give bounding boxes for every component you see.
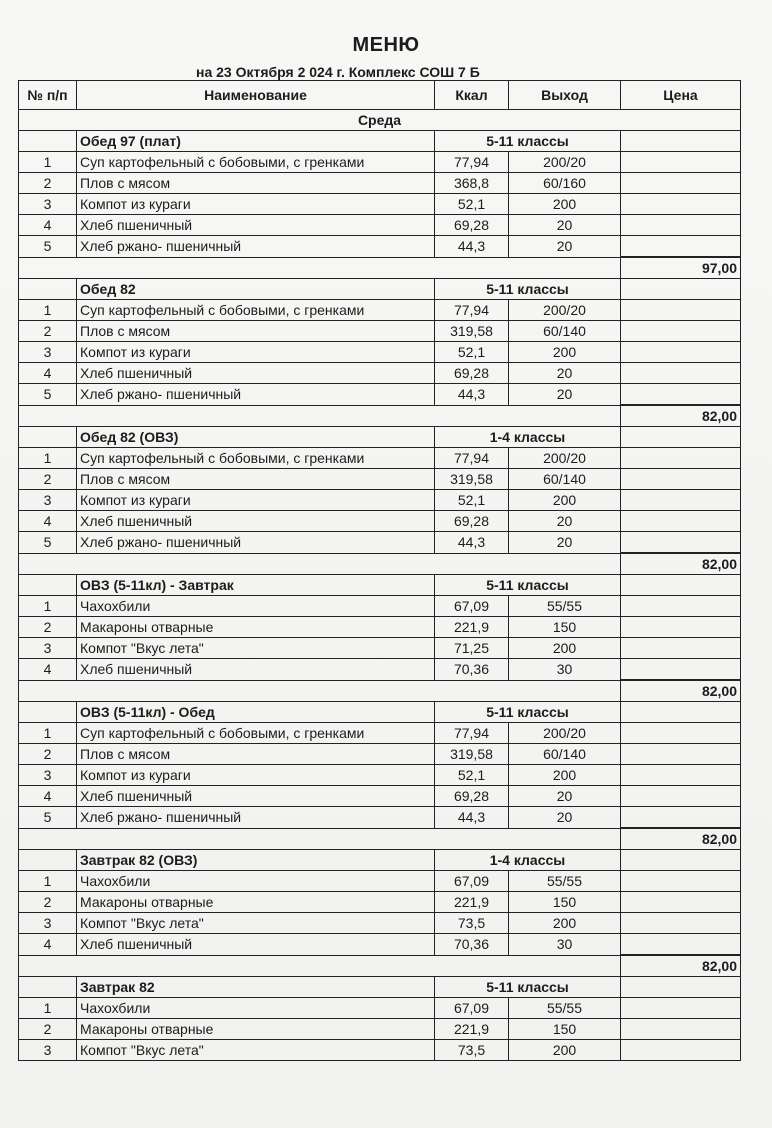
item-num: 5 [19,532,77,554]
item-name: Компот из кураги [77,490,435,511]
total-blank-cell [19,680,621,702]
table-row [19,321,741,342]
item-output: 20 [509,363,621,384]
section-price-cell [621,279,741,300]
item-kcal: 69,28 [435,511,509,532]
item-kcal: 77,94 [435,723,509,744]
item-price [621,998,741,1019]
table-row [19,363,741,384]
section-name: Завтрак 82 (ОВЗ) [77,850,435,871]
item-num: 2 [19,1019,77,1040]
item-kcal: 73,5 [435,913,509,934]
section-header-row [19,977,741,998]
table-row [19,236,741,258]
item-output: 200 [509,490,621,511]
item-name: Компот "Вкус лета" [77,638,435,659]
item-price [621,448,741,469]
page-title: МЕНЮ [352,34,420,56]
section-total-price: 97,00 [621,257,741,279]
item-num: 1 [19,152,77,173]
section-total-row [19,405,741,427]
table-row [19,744,741,765]
item-num: 3 [19,194,77,215]
item-price [621,152,741,173]
total-blank-cell [19,553,621,575]
item-kcal: 52,1 [435,490,509,511]
item-num: 3 [19,490,77,511]
item-name: Макароны отварные [77,892,435,913]
item-num: 3 [19,1040,77,1061]
item-name: Компот "Вкус лета" [77,1040,435,1061]
header-output: Выход [509,81,621,110]
section-num-cell [19,702,77,723]
item-num: 1 [19,871,77,892]
item-name: Плов с мясом [77,744,435,765]
item-output: 200 [509,194,621,215]
table-row [19,807,741,829]
item-name: Плов с мясом [77,173,435,194]
item-price [621,384,741,406]
section-header-row [19,850,741,871]
table-row [19,723,741,744]
item-output: 20 [509,215,621,236]
section-num-cell [19,427,77,448]
item-price [621,321,741,342]
section-total-row [19,553,741,575]
total-blank-cell [19,955,621,977]
table-row [19,448,741,469]
item-output: 150 [509,892,621,913]
item-output: 200 [509,1040,621,1061]
item-kcal: 77,94 [435,300,509,321]
table-row [19,532,741,554]
item-output: 60/140 [509,744,621,765]
item-price [621,596,741,617]
item-price [621,892,741,913]
item-price [621,934,741,956]
item-kcal: 52,1 [435,194,509,215]
item-kcal: 44,3 [435,807,509,829]
item-num: 4 [19,215,77,236]
section-name: Обед 97 (плат) [77,131,435,152]
section-total-price: 82,00 [621,405,741,427]
section-price-cell [621,977,741,998]
section-classes: 5-11 классы [435,977,621,998]
table-header-row [19,81,741,110]
table-row [19,913,741,934]
item-num: 4 [19,363,77,384]
item-output: 200 [509,638,621,659]
item-name: Компот из кураги [77,194,435,215]
item-output: 20 [509,236,621,258]
item-name: Хлеб ржано- пшеничный [77,807,435,829]
table-row [19,998,741,1019]
table-row [19,934,741,956]
table-row [19,1019,741,1040]
item-kcal: 69,28 [435,215,509,236]
item-kcal: 77,94 [435,448,509,469]
item-output: 200 [509,765,621,786]
item-kcal: 70,36 [435,934,509,956]
item-output: 60/140 [509,321,621,342]
item-num: 2 [19,617,77,638]
section-price-cell [621,850,741,871]
item-output: 200/20 [509,152,621,173]
section-header-row [19,131,741,152]
section-num-cell [19,575,77,596]
item-kcal: 77,94 [435,152,509,173]
section-num-cell [19,131,77,152]
table-row [19,596,741,617]
item-num: 2 [19,321,77,342]
section-num-cell [19,279,77,300]
item-num: 1 [19,596,77,617]
section-header-row [19,427,741,448]
item-kcal: 221,9 [435,892,509,913]
item-num: 5 [19,807,77,829]
total-blank-cell [19,257,621,279]
total-blank-cell [19,405,621,427]
item-output: 55/55 [509,596,621,617]
item-price [621,363,741,384]
table-row [19,638,741,659]
item-output: 200/20 [509,300,621,321]
item-output: 60/160 [509,173,621,194]
item-price [621,744,741,765]
section-name: Обед 82 (ОВЗ) [77,427,435,448]
item-kcal: 319,58 [435,321,509,342]
item-price [621,786,741,807]
table-row [19,871,741,892]
table-row [19,617,741,638]
section-classes: 5-11 классы [435,702,621,723]
item-num: 1 [19,998,77,1019]
item-price [621,1040,741,1061]
section-classes: 1-4 классы [435,427,621,448]
menu-date-subtitle: на 23 Октября 2 024 г. Комплекс СОШ 7 Б [196,64,480,80]
item-kcal: 44,3 [435,236,509,258]
item-name: Чахохбили [77,596,435,617]
item-output: 30 [509,659,621,681]
item-kcal: 67,09 [435,596,509,617]
table-row [19,469,741,490]
item-name: Хлеб пшеничный [77,934,435,956]
section-num-cell [19,850,77,871]
table-row [19,342,741,363]
item-price [621,342,741,363]
item-kcal: 69,28 [435,363,509,384]
table-row [19,765,741,786]
item-output: 55/55 [509,998,621,1019]
menu-body [19,131,741,1061]
item-num: 5 [19,236,77,258]
item-kcal: 70,36 [435,659,509,681]
item-kcal: 52,1 [435,342,509,363]
header-name: Наименование [77,81,435,110]
item-price [621,300,741,321]
section-classes: 5-11 классы [435,279,621,300]
section-total-row [19,955,741,977]
day-label: Среда [19,110,741,131]
item-name: Макароны отварные [77,617,435,638]
section-total-row [19,680,741,702]
item-num: 3 [19,765,77,786]
item-name: Плов с мясом [77,321,435,342]
section-total-price: 82,00 [621,553,741,575]
item-num: 4 [19,511,77,532]
item-kcal: 71,25 [435,638,509,659]
item-name: Чахохбили [77,998,435,1019]
section-price-cell [621,131,741,152]
table-row [19,384,741,406]
item-kcal: 73,5 [435,1040,509,1061]
item-price [621,490,741,511]
item-num: 3 [19,342,77,363]
item-kcal: 319,58 [435,469,509,490]
section-total-price: 82,00 [621,955,741,977]
item-output: 200 [509,342,621,363]
header-num: № п/п [19,81,77,110]
item-num: 2 [19,469,77,490]
item-name: Хлеб пшеничный [77,363,435,384]
item-name: Хлеб пшеничный [77,511,435,532]
section-total-price: 82,00 [621,680,741,702]
section-name: Обед 82 [77,279,435,300]
item-output: 200/20 [509,723,621,744]
item-num: 1 [19,723,77,744]
item-kcal: 221,9 [435,617,509,638]
section-price-cell [621,427,741,448]
item-name: Макароны отварные [77,1019,435,1040]
item-output: 20 [509,511,621,532]
total-blank-cell [19,828,621,850]
item-name: Хлеб пшеничный [77,215,435,236]
item-num: 3 [19,913,77,934]
item-name: Хлеб ржано- пшеничный [77,532,435,554]
item-output: 150 [509,617,621,638]
section-header-row [19,279,741,300]
section-price-cell [621,575,741,596]
section-name: ОВЗ (5-11кл) - Обед [77,702,435,723]
section-name: ОВЗ (5-11кл) - Завтрак [77,575,435,596]
item-output: 30 [509,934,621,956]
header-price: Цена [621,81,741,110]
section-classes: 1-4 классы [435,850,621,871]
section-total-row [19,828,741,850]
item-output: 55/55 [509,871,621,892]
table-row [19,1040,741,1061]
item-num: 4 [19,659,77,681]
item-name: Хлеб ржано- пшеничный [77,384,435,406]
day-row [19,110,741,131]
item-output: 150 [509,1019,621,1040]
item-num: 4 [19,934,77,956]
item-name: Хлеб ржано- пшеничный [77,236,435,258]
item-name: Компот из кураги [77,342,435,363]
item-price [621,173,741,194]
table-row [19,786,741,807]
item-kcal: 44,3 [435,532,509,554]
item-name: Чахохбили [77,871,435,892]
item-kcal: 52,1 [435,765,509,786]
item-kcal: 368,8 [435,173,509,194]
item-num: 2 [19,744,77,765]
item-name: Суп картофельный с бобовыми, с гренками [77,300,435,321]
item-price [621,765,741,786]
item-output: 20 [509,384,621,406]
item-name: Хлеб пшеничный [77,659,435,681]
item-price [621,1019,741,1040]
item-price [621,532,741,554]
item-name: Суп картофельный с бобовыми, с гренками [77,448,435,469]
section-header-row [19,702,741,723]
item-name: Компот из кураги [77,765,435,786]
item-output: 20 [509,532,621,554]
section-name: Завтрак 82 [77,977,435,998]
item-kcal: 221,9 [435,1019,509,1040]
item-kcal: 69,28 [435,786,509,807]
item-kcal: 67,09 [435,998,509,1019]
table-row [19,173,741,194]
item-price [621,469,741,490]
item-output: 200/20 [509,448,621,469]
item-num: 5 [19,384,77,406]
item-kcal: 319,58 [435,744,509,765]
item-price [621,236,741,258]
item-name: Суп картофельный с бобовыми, с гренками [77,152,435,173]
table-row [19,659,741,681]
section-total-price: 82,00 [621,828,741,850]
item-num: 2 [19,173,77,194]
item-name: Плов с мясом [77,469,435,490]
item-price [621,617,741,638]
table-row [19,892,741,913]
item-price [621,723,741,744]
item-num: 4 [19,786,77,807]
table-row [19,511,741,532]
section-header-row [19,575,741,596]
item-price [621,913,741,934]
item-price [621,871,741,892]
header-kcal: Ккал [435,81,509,110]
section-classes: 5-11 классы [435,575,621,596]
item-output: 20 [509,807,621,829]
item-kcal: 44,3 [435,384,509,406]
table-row [19,152,741,173]
item-output: 60/140 [509,469,621,490]
menu-table [18,80,741,1061]
table-row [19,490,741,511]
section-num-cell [19,977,77,998]
item-output: 200 [509,913,621,934]
item-num: 1 [19,300,77,321]
section-classes: 5-11 классы [435,131,621,152]
item-name: Суп картофельный с бобовыми, с гренками [77,723,435,744]
item-num: 1 [19,448,77,469]
item-price [621,638,741,659]
item-price [621,807,741,829]
table-row [19,215,741,236]
item-name: Компот "Вкус лета" [77,913,435,934]
item-name: Хлеб пшеничный [77,786,435,807]
section-price-cell [621,702,741,723]
section-total-row [19,257,741,279]
table-row [19,194,741,215]
item-price [621,511,741,532]
item-num: 3 [19,638,77,659]
item-price [621,215,741,236]
item-price [621,659,741,681]
item-num: 2 [19,892,77,913]
item-price [621,194,741,215]
table-row [19,300,741,321]
item-output: 20 [509,786,621,807]
item-kcal: 67,09 [435,871,509,892]
